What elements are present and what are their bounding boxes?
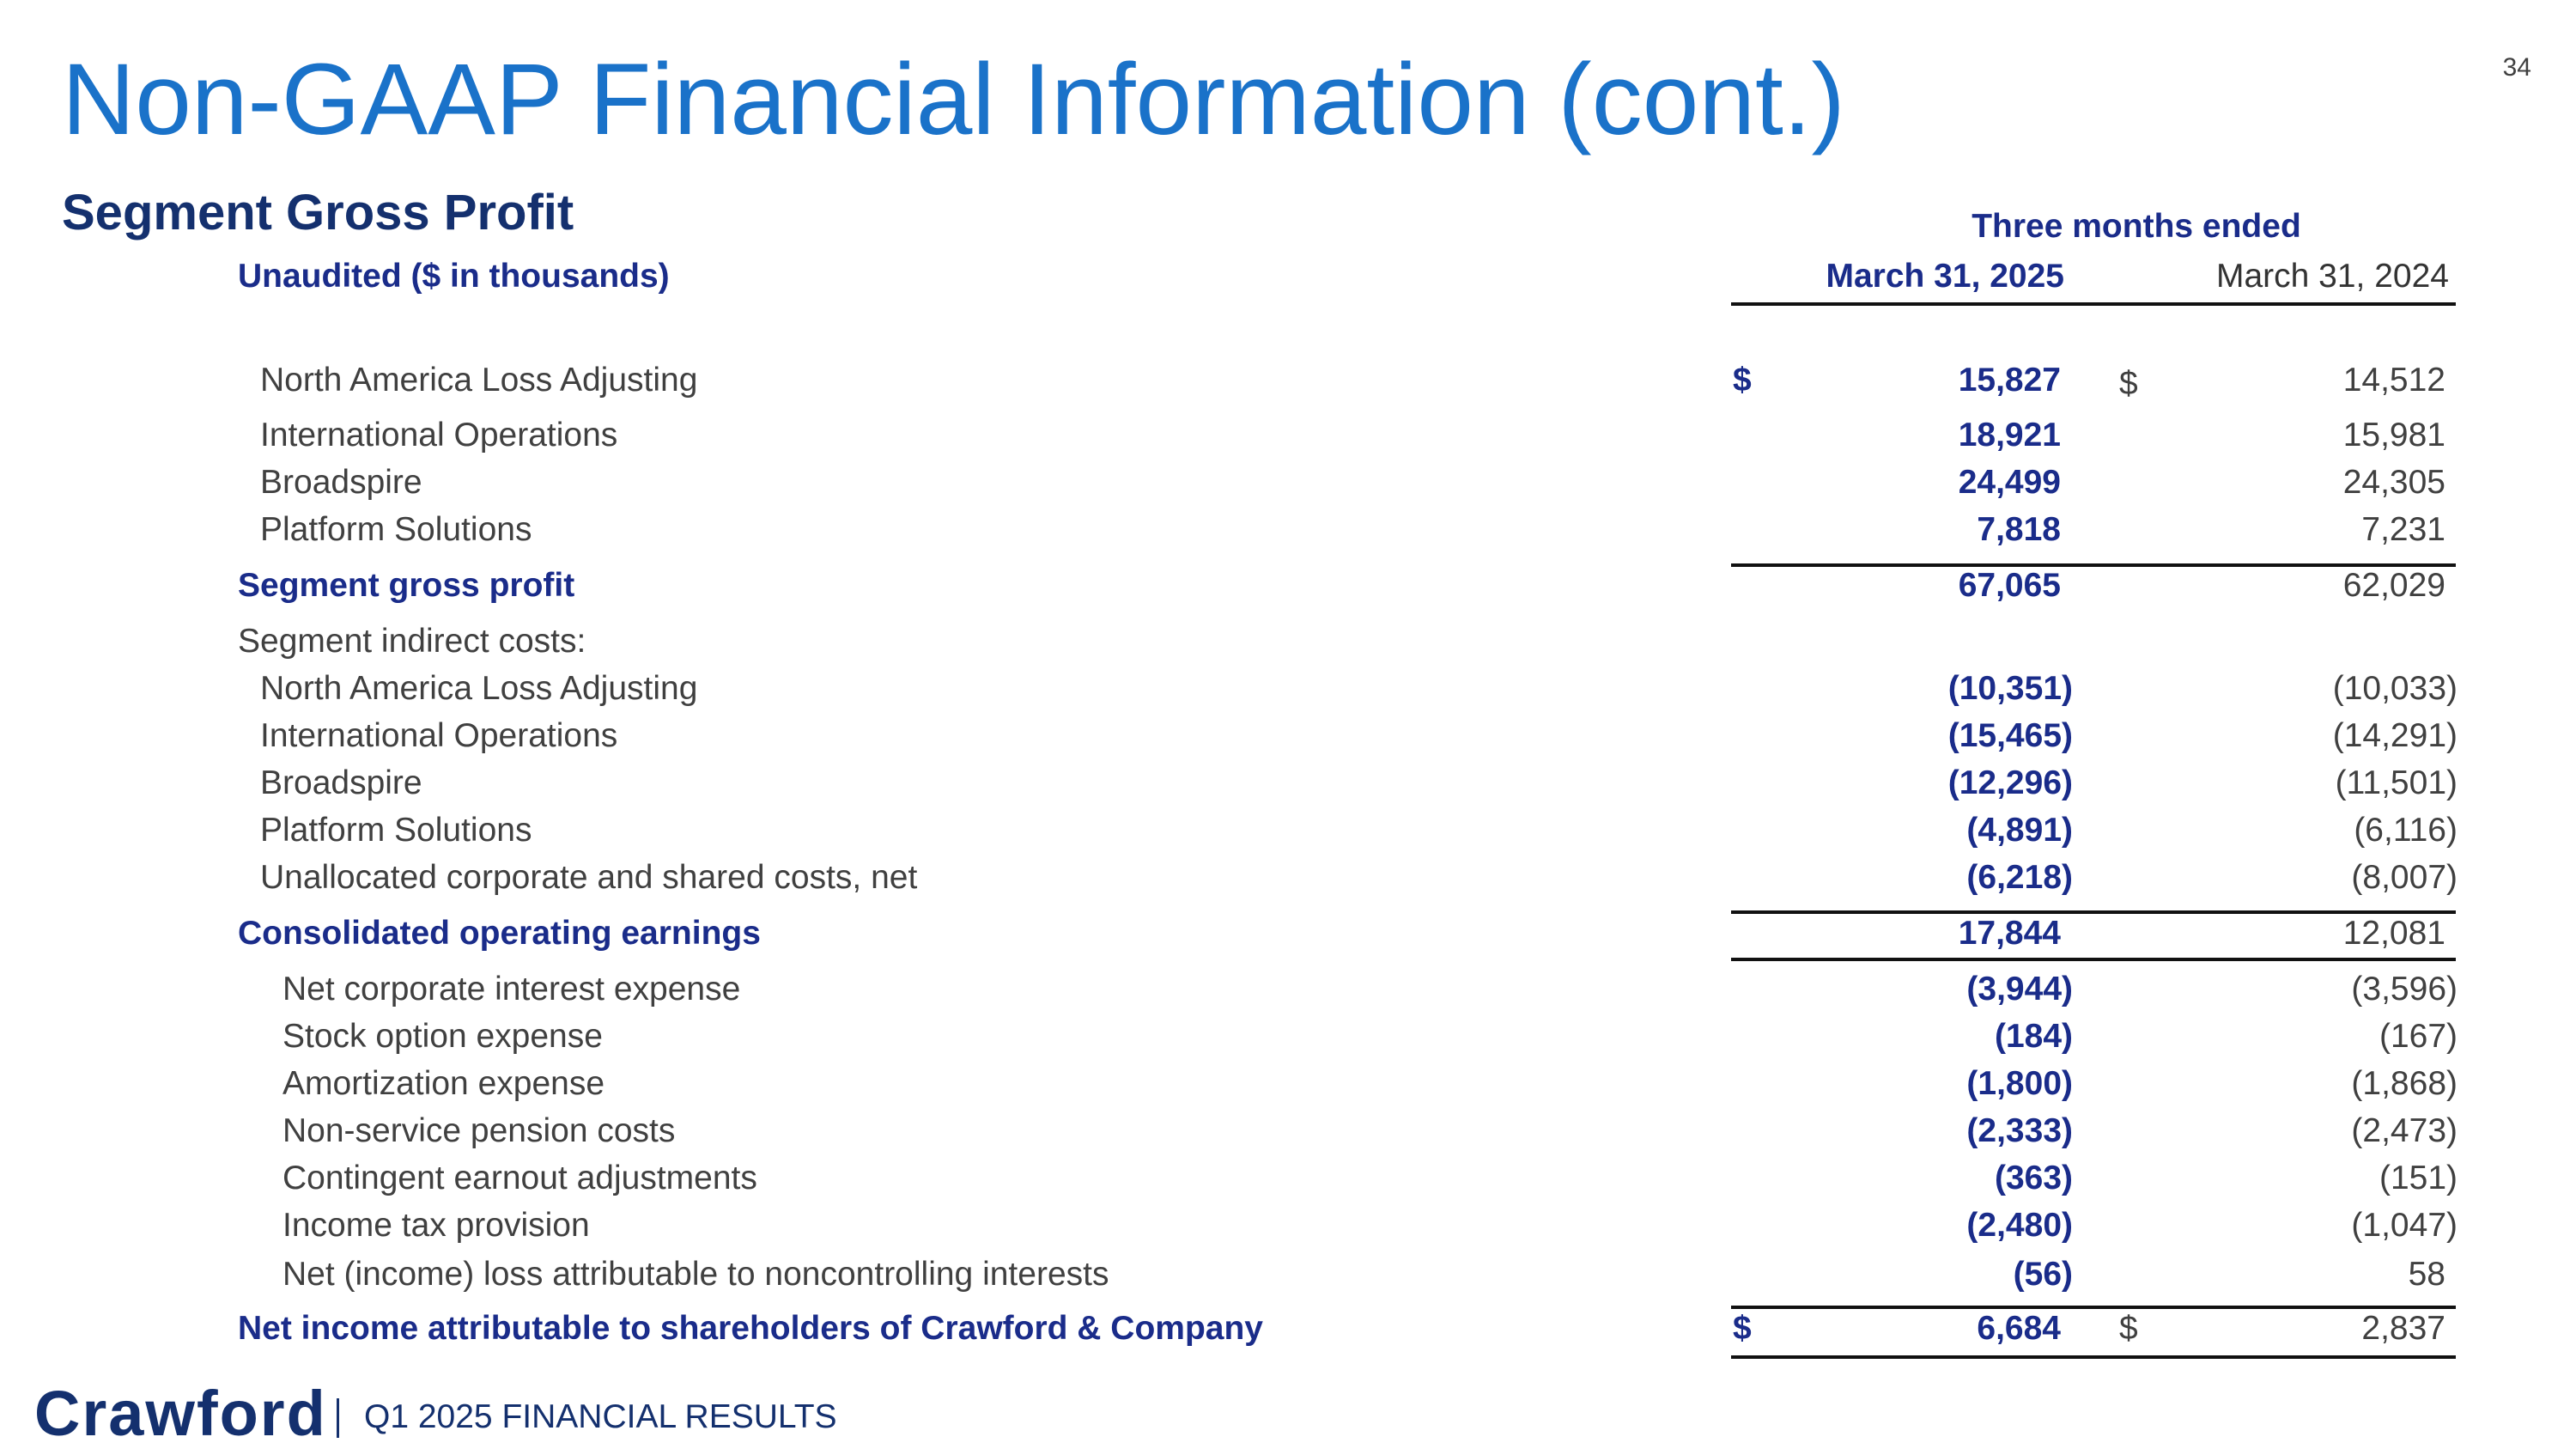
currency-symbol: $ [2119,365,2138,402]
row-label: Net (income) loss attributable to noncontrolling interests [283,1256,1109,1293]
value-current: (1,800) [1966,1065,2073,1102]
table-row [0,461,2576,504]
value-prior: 7,231 [2361,511,2445,548]
footer-text: Q1 2025 FINANCIAL RESULTS [364,1398,837,1435]
value-current: (2,480) [1966,1207,2073,1244]
value-current: (363) [1994,1160,2073,1196]
table-row [0,1015,2576,1058]
value-current: 18,921 [1958,417,2061,454]
unit-label: Unaudited ($ in thousands) [238,258,670,295]
table-row [0,508,2576,551]
table-row [0,762,2576,805]
currency-symbol: $ [1733,1310,1752,1347]
row-label: Net corporate interest expense [283,971,741,1008]
table-row [0,968,2576,1011]
value-prior: 15,981 [2342,417,2445,454]
value-prior: (11,501) [2335,764,2458,801]
table-row [0,620,2576,663]
row-label: Segment indirect costs: [238,623,586,660]
value-current: (10,351) [1947,670,2073,707]
value-prior: (167) [2379,1018,2458,1055]
row-label: Broadspire [260,464,422,501]
page-number: 34 [2502,53,2531,82]
value-prior: (6,116) [2354,812,2458,849]
table-row [0,1204,2576,1247]
value-prior: (14,291) [2332,717,2458,754]
total-rule [1731,1355,2456,1359]
row-label: International Operations [260,717,618,754]
row-label: Amortization expense [283,1065,605,1102]
value-prior: (2,473) [2351,1112,2458,1149]
value-prior: 58 [2408,1256,2445,1293]
table-row [0,1157,2576,1200]
row-label: Net income attributable to shareholders of Crawford & Company [238,1310,1263,1347]
section-subtitle: Segment Gross Profit [62,185,574,240]
period-header: Three months ended [1971,208,2301,245]
table-row [0,359,2576,402]
row-label: Stock option expense [283,1018,603,1055]
row-label: Platform Solutions [260,511,532,548]
row-label: North America Loss Adjusting [260,362,698,399]
header-rule [1731,302,2456,306]
value-current: (4,891) [1966,812,2073,849]
row-label: Segment gross profit [238,567,575,604]
value-current: 24,499 [1958,464,2061,501]
table-row [0,715,2576,758]
value-prior: 14,512 [2342,362,2445,399]
value-current: 17,844 [1958,915,2061,952]
value-current: (12,296) [1947,764,2073,801]
value-current: 67,065 [1958,567,2061,604]
value-current: 15,827 [1958,362,2061,399]
value-prior: (1,868) [2351,1065,2458,1102]
value-current: (56) [2013,1256,2073,1293]
value-prior: 24,305 [2342,464,2445,501]
row-label: Consolidated operating earnings [238,915,761,952]
table-row [0,1062,2576,1105]
table-row [0,667,2576,710]
row-label: Broadspire [260,764,422,801]
table-row [0,912,2576,955]
table-row [0,856,2576,899]
table-row [0,414,2576,457]
column-header-prior: March 31, 2024 [2215,258,2449,295]
column-header-current: March 31, 2025 [1826,258,2064,295]
table-row [0,564,2576,607]
value-current: 6,684 [1977,1310,2061,1347]
currency-symbol: $ [1733,362,1752,399]
value-prior: 62,029 [2342,567,2445,604]
row-label: International Operations [260,417,618,454]
row-label: Non-service pension costs [283,1112,676,1149]
crawford-logo: Crawford [34,1378,327,1449]
value-current: 7,818 [1977,511,2061,548]
row-label: Income tax provision [283,1207,590,1244]
subtotal-rule [1731,958,2456,961]
footer-divider [337,1398,339,1438]
table-row [0,809,2576,852]
value-prior: (151) [2379,1160,2458,1196]
table-row [0,1253,2576,1296]
value-prior: (10,033) [2332,670,2458,707]
row-label: Unallocated corporate and shared costs, net [260,859,918,896]
page-title: Non-GAAP Financial Information (cont.) [62,43,1845,156]
value-current: (3,944) [1966,971,2073,1008]
value-prior: (3,596) [2351,971,2458,1008]
value-current: (6,218) [1966,859,2073,896]
value-prior: (8,007) [2351,859,2458,896]
table-row [0,1110,2576,1153]
value-current: (2,333) [1966,1112,2073,1149]
value-prior: 12,081 [2342,915,2445,952]
row-label: Platform Solutions [260,812,532,849]
value-current: (15,465) [1947,717,2073,754]
value-current: (184) [1994,1018,2073,1055]
value-prior: (1,047) [2351,1207,2458,1244]
table-row [0,1307,2576,1350]
value-prior: 2,837 [2361,1310,2445,1347]
currency-symbol: $ [2119,1310,2138,1347]
row-label: Contingent earnout adjustments [283,1160,757,1196]
row-label: North America Loss Adjusting [260,670,698,707]
